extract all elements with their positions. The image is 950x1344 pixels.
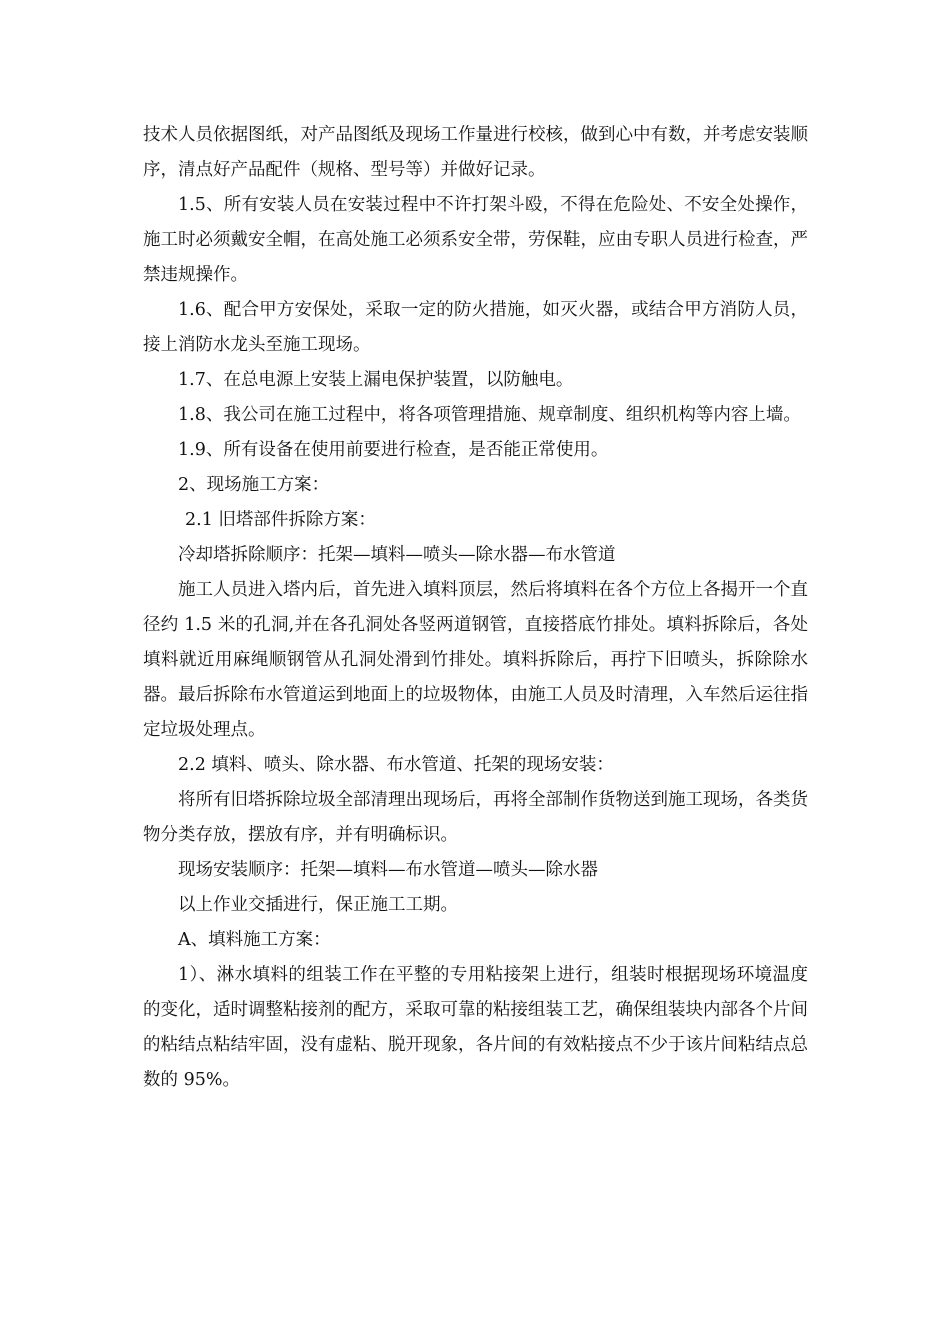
paragraph-1-5: 1.5、所有安装人员在安装过程中不许打架斗殴，不得在危险处、不安全处操作，施工时必须戴安全帽，在高处施工必须系安全带，劳保鞋，应由专职人员进行检查，严禁违规操作。: [143, 195, 808, 285]
paragraph-material-delivery: 将所有旧塔拆除垃圾全部清理出现场后，再将全部制作货物送到施工现场，各类货物分类存放，摆放有序，并有明确标识。: [143, 790, 808, 845]
paragraph-1-9: 1.9、所有设备在使用前要进行检查，是否能正常使用。: [178, 440, 609, 460]
paragraph-fill-assembly: 1）、淋水填料的组装工作在平整的专用粘接架上进行，组装时根据现场环境温度的变化，适时调整粘接剂的配方，采取可靠的粘接组装工艺，确保组装块内部各个片间的粘结点粘结牢固，没有虚粘、脱开现象，各片间的有效粘接点不少于该片间粘结点总数的 95%。: [143, 965, 808, 1090]
section-heading-a: A、填料施工方案：: [178, 930, 331, 950]
paragraph-continuation: 技术人员依据图纸，对产品图纸及现场工作量进行校核，做到心中有数，并考虑安装顺序，清点好产品配件（规格、型号等）并做好记录。: [143, 125, 808, 180]
document-body: [143, 118, 808, 1098]
paragraph-1-8: 1.8、我公司在施工过程中，将各项管理措施、规章制度、组织机构等内容上墙。: [178, 405, 801, 425]
paragraph-1-7: 1.7、在总电源上安装上漏电保护装置，以防触电。: [178, 370, 574, 390]
section-heading-2: 2、现场施工方案：: [178, 475, 330, 495]
paragraph-demolition-order: 冷却塔拆除顺序：托架—填料—喷头—除水器—布水管道: [178, 545, 616, 565]
section-heading-2-1: 2.1 旧塔部件拆除方案：: [185, 510, 376, 530]
section-heading-2-2: 2.2 填料、喷头、除水器、布水管道、托架的现场安装：: [178, 755, 614, 775]
paragraph-demolition-process: 施工人员进入塔内后，首先进入填料顶层，然后将填料在各个方位上各揭开一个直径约 1.5 米的孔洞,并在各孔洞处各竖两道钢管，直接搭底竹排处。填料拆除后，各处填料就近用麻绳顺钢管从孔洞处滑到竹排处。填料拆除后，再拧下旧喷头，拆除除水器。最后拆除布水管道运到地面上的垃圾物体，由施工人员及时清理，入车然后运往指定垃圾处理点。: [143, 580, 808, 740]
paragraph-schedule-note: 以上作业交插进行，保正施工工期。: [178, 895, 458, 915]
paragraph-installation-order: 现场安装顺序：托架—填料—布水管道—喷头—除水器: [178, 860, 598, 880]
paragraph-1-6: 1.6、配合甲方安保处，采取一定的防火措施，如灭火器，或结合甲方消防人员，接上消防水龙头至施工现场。: [143, 300, 808, 355]
